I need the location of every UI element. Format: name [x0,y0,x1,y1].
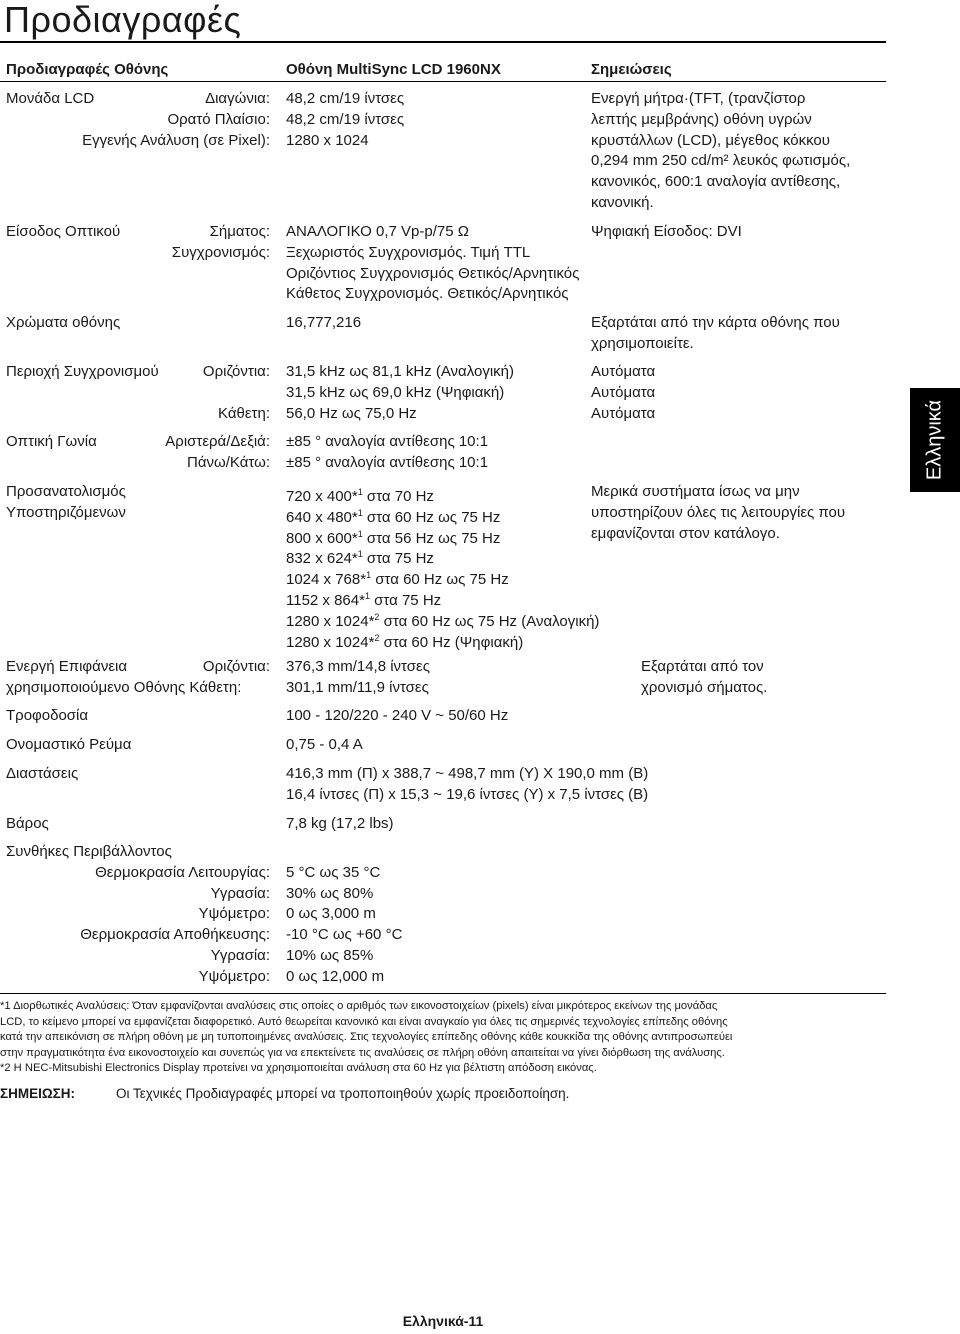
angle-label: Αριστερά/Δεξιά: [165,433,270,450]
current-name: Ονομαστικό Ρεύμα [6,736,132,753]
area-name: χρησιμοποιούμενο Οθόνης Κάθετη: [6,678,242,696]
colors-note: χρησιμοποιείτε. [591,334,694,352]
resolution-item: 832 x 624*$^1$ στα 75 Hz [286,549,434,568]
resolutions-name: Προσανατολισμός [6,483,126,500]
header-model: Οθόνη MultiSync LCD 1960NX [286,61,501,78]
lcd-value: 48,2 cm/19 ίντσες [286,110,405,128]
power-name: Τροφοδοσία [6,707,89,724]
title-rule [0,41,886,43]
header-rule [0,81,886,82]
sync-value: 56,0 Hz ως 75,0 Hz [286,404,417,422]
dims-value: 416,3 mm (Π) x 388,7 ~ 498,7 mm (Υ) X 190,0 mm (Β) [286,765,649,782]
area-note: Εξαρτάται από τον [641,658,764,675]
input-name: Είσοδος Οπτικού [6,223,121,240]
lcd-label: Διαγώνια: [205,90,270,107]
env-value: 30% ως 80% [286,884,374,902]
resolution-item: 1152 x 864*$^1$ στα 75 Hz [286,591,442,609]
env-label: Θερμοκρασία Λειτουργίας: [95,863,270,881]
lcd-note: κρυστάλλων (LCD), μέγεθος κόκκου [591,131,830,149]
resolution-item: 640 x 480*$^1$ στα 60 Hz ως 75 Hz [286,507,501,526]
input-label: Σήματος: [209,223,270,240]
language-tab-label: Ελληνικά [923,399,946,481]
input-label: Συγχρονισμός: [171,243,270,261]
env-value: 5 °C ως 35 °C [286,863,381,881]
angle-value: ±85 ° αναλογία αντίθεσης 10:1 [286,453,489,471]
footnote-line: κατά την απεικόνιση σε πλήρη οθόνη με μη τυποποιημένες αναλύσεις. Στις τεχνολογίες επίπεδης οθόνης κάθε κουκκίδα της οθόνης αντιπροσωπεύει [0,1031,733,1044]
env-value: -10 °C ως +60 °C [286,926,403,944]
area-value: 376,3 mm/14,8 ίντσες [286,658,430,675]
sync-value: 31,5 kHz ως 69,0 kHz (Ψηφιακή) [286,383,505,401]
sync-name: Περιοχή Συγχρονισμού [6,363,159,380]
lcd-note: κανονικός, 600:1 αναλογία αντίθεσης, [591,173,841,191]
footnote-line: στην πραγματικότητα ένα εικονοστοιχείο και συνεπώς για να επεκτείνετε τις αναλύσεις σε πλήρη οθόνη απαιτείται να γίνει διόρθωση της ανάλυσης. [0,1046,725,1059]
sync-label: Οριζόντια: [202,363,270,380]
lcd-label: Ορατό Πλαίσιο: [167,110,270,128]
input-value: Κάθετος Συγχρονισμός. Θετικός/Αρνητικός [286,285,569,303]
resolutions-name: Υποστηριζόμενων [6,503,126,521]
lcd-label: Εγγενής Ανάλυση (σε Pixel): [82,131,270,149]
area-value: 301,1 mm/11,9 ίντσες [286,678,429,696]
env-label: Θερμοκρασία Αποθήκευσης: [80,926,270,944]
table-bottom-rule [0,993,886,994]
footnote-line: *2 Η NEC-Mitsubishi Electronics Display προτείνει να χρησιμοποιείται ανάλυση στα 60 Hz για βέλτιστη απόδοση εικόνας. [0,1062,597,1075]
resolution-item: 800 x 600*$^1$ στα 56 Hz ως 75 Hz [286,528,501,547]
sync-value: 31,5 kHz ως 81,1 kHz (Αναλογική) [286,363,515,380]
resolution-item: 1280 x 1024*$^2$ στα 60 Hz ως 75 Hz (Αναλογική) [286,611,600,630]
input-value: ΑΝΑΛΟΓΙΚΟ 0,7 Vp-p/75 Ω [286,223,469,240]
header-specs: Προδιαγραφές Οθόνης [6,61,169,78]
resolutions-note: Μερικά συστήματα ίσως να μην [591,483,800,500]
language-tab [910,388,960,492]
area-name: Ενεργή Επιφάνεια [6,658,128,675]
colors-name: Χρώματα οθόνης [6,314,121,331]
lcd-note: κανονική. [591,194,654,211]
resolutions-note: εμφανίζονται στον κατάλογο. [591,524,780,542]
lcd-name: Μονάδα LCD [6,90,95,107]
sync-note: Αυτόματα [591,363,656,380]
lcd-value: 1280 x 1024 [286,131,369,149]
footnote-line: *1 Διορθωτικές Αναλύσεις: Όταν εμφανίζονται αναλύσεις στις οποίες ο αριθμός των εικονοστοιχείων (pixels) είναι μικρότερος εκείνων της μονάδας [0,1000,718,1012]
note-label: ΣΗΜΕΙΩΣΗ: [0,1086,76,1101]
colors-note: Εξαρτάται από την κάρτα οθόνης που [591,314,840,331]
dims-name: Διαστάσεις [6,765,79,782]
area-note: χρονισμό σήματος. [641,678,768,696]
current-value: 0,75 - 0,4 A [286,736,363,753]
env-value: 0 ως 12,000 m [286,967,385,985]
lcd-note: λεπτής μεμβράνης) οθόνη υγρών [591,110,812,128]
weight-value: 7,8 kg (17,2 lbs) [286,815,394,832]
env-value: 10% ως 85% [286,947,374,964]
resolution-item: 1280 x 1024*$^2$ στα 60 Hz (Ψηφιακή) [286,632,524,651]
lcd-note: 0,294 mm 250 cd/m² λευκός φωτισμός, [591,152,851,170]
resolution-item: 1024 x 768*$^1$ στα 60 Hz ως 75 Hz [286,570,509,589]
dims-value: 16,4 ίντσες (Π) x 15,3 ~ 19,6 ίντσες (Υ) x 7,5 ίντσες (Β) [286,785,649,803]
resolutions-note: υποστηρίζουν όλες τις λειτουργίες που [591,503,846,521]
env-value: 0 ως 3,000 m [286,905,376,923]
angle-value: ±85 ° αναλογία αντίθεσης 10:1 [286,433,489,450]
weight-name: Βάρος [6,815,49,832]
env-label: Υψόμετρο: [198,905,270,923]
env-label: Υγρασία: [210,947,270,964]
lcd-note: Ενεργή μήτρα·(TFT, (τρανζίστορ [591,90,806,107]
input-value: Ξεχωριστός Συγχρονισμός. Τιμή TTL [286,243,531,261]
page-title: Προδιαγραφές [4,0,242,40]
note-text: Οι Τεχνικές Προδιαγραφές μπορεί να τροποποιηθούν χωρίς προειδοποίηση. [116,1086,570,1101]
env-label: Υψόμετρο: [198,967,270,985]
angle-label: Πάνω/Κάτω: [187,453,270,471]
colors-value: 16,777,216 [286,314,362,331]
lcd-value: 48,2 cm/19 ίντσες [286,90,405,107]
header-notes: Σημειώσεις [591,61,672,78]
sync-label: Κάθετη: [218,404,270,422]
env-label: Υγρασία: [210,884,270,902]
input-value: Οριζόντιος Συγχρονισμός Θετικός/Αρνητικός [286,264,580,282]
sync-note: Αυτόματα [591,404,656,422]
env-name: Συνθήκες Περιβάλλοντος [6,843,172,860]
angle-name: Οπτική Γωνία [6,433,97,450]
footnote-line: LCD, το κείμενο μπορεί να εμφανίζεται διαφορετικό. Αυτό θεωρείται κανονικό και είναι αναγκαίο για όλες τις σημερινές τεχνολογίες επίπεδης οθόνης [0,1015,728,1028]
page-number: Ελληνικά-11 [402,1313,484,1329]
power-value: 100 - 120/220 - 240 V ~ 50/60 Hz [286,707,509,724]
input-note: Ψηφιακή Είσοδος: DVI [591,223,742,240]
area-label: Οριζόντια: [202,658,270,675]
sync-note: Αυτόματα [591,383,656,401]
resolution-item: 720 x 400*$^1$ στα 70 Hz [286,487,434,505]
